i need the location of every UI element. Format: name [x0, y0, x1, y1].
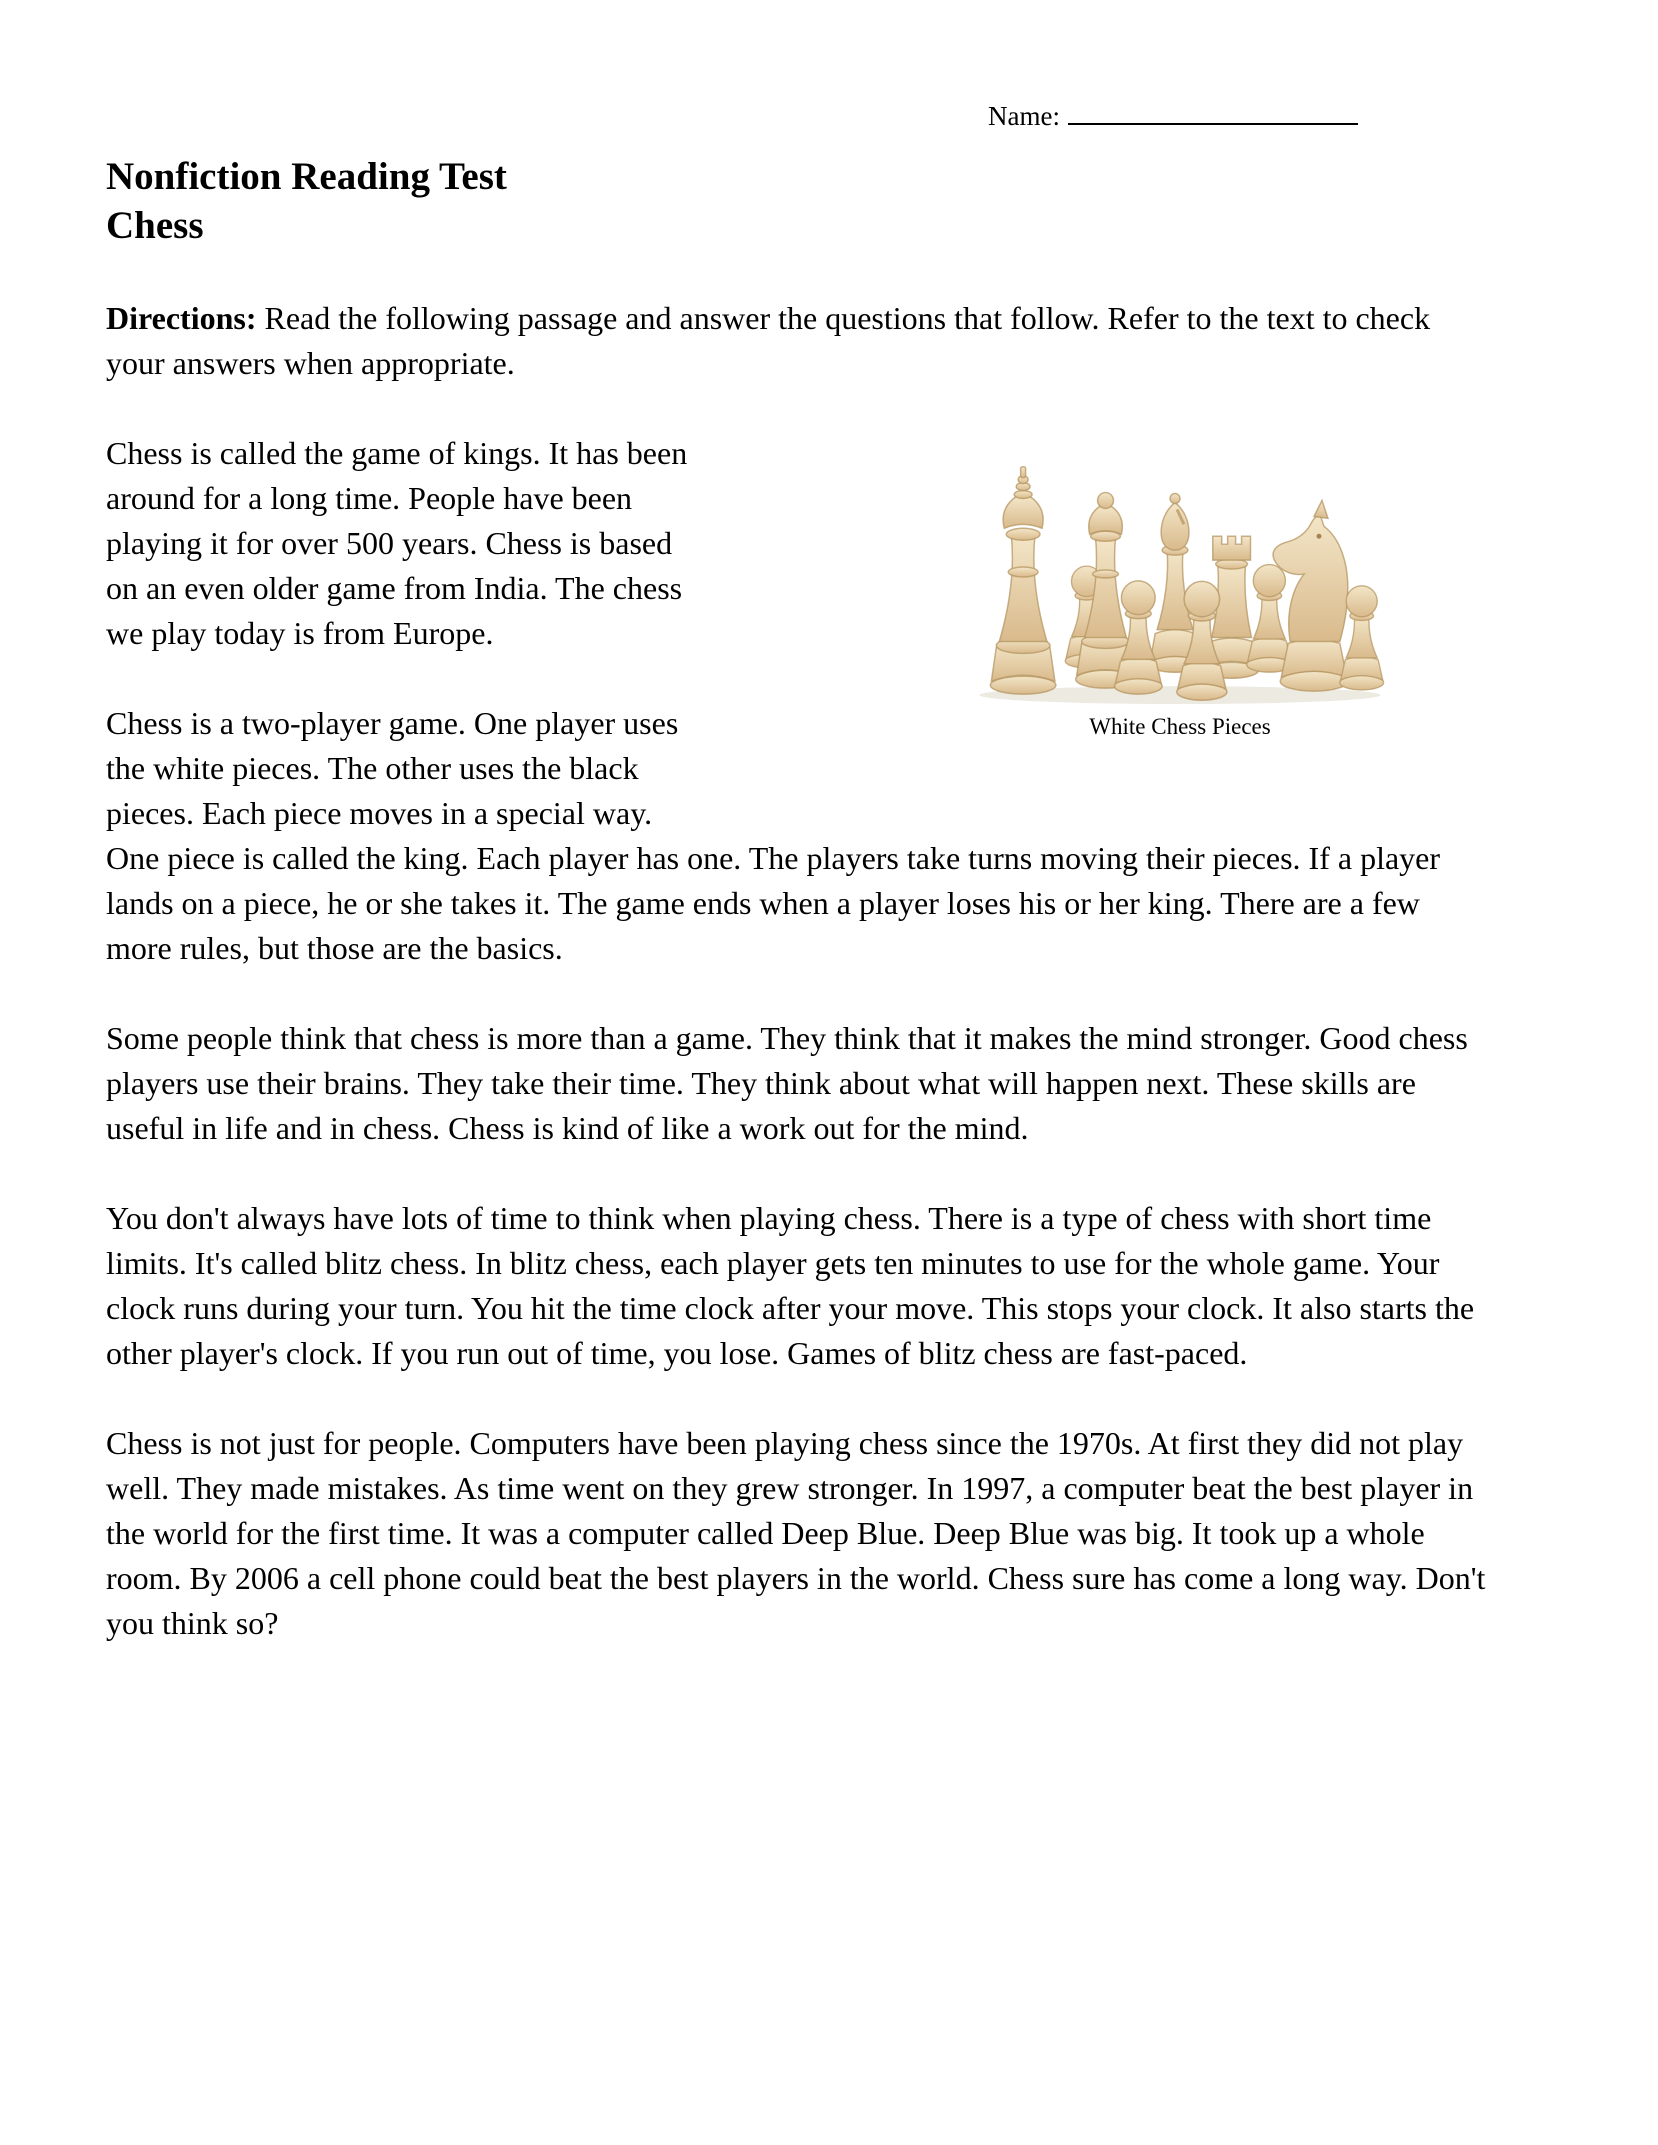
name-row — [106, 100, 1358, 132]
page-title — [106, 152, 1486, 250]
passage — [106, 431, 1486, 1646]
paragraph-3: Some people think that chess is more than a game. They think that it makes the mind stronger. Good chess players use their brains. They take their time. They think about what will happen next. These skills are useful in life and in chess. Chess is kind of like a work out for the mind. — [106, 1020, 1468, 1146]
paragraph-4: You don't always have lots of time to think when playing chess. There is a type of chess with short time limits. It's called blitz chess. In blitz chess, each player gets ten minutes to use for the whole game. Your clock runs during your turn. You hit the time clock after your move. This stops your clock. It also starts the other player's clock. If you run out of time, you lose. Games of blitz chess are fast-paced. — [106, 1200, 1475, 1371]
knight-piece — [1273, 501, 1348, 692]
title-line-1: Nonfiction Reading Test — [106, 155, 507, 198]
paragraph-1: Chess is called the game of kings. It has been around for a long time. People have been playing it for over 500 years. Chess is based on an even older game from India. The chess we play today is from Europe. — [106, 435, 688, 651]
white-chess-pieces-image — [970, 431, 1390, 709]
pawn-piece — [1340, 586, 1384, 690]
king-piece — [990, 467, 1056, 694]
directions-label: Directions: — [106, 300, 257, 336]
figure-caption: White Chess Pieces — [1089, 714, 1271, 739]
paragraph-5: Chess is not just for people. Computers have been playing chess since the 1970s. At first they did not play well. They made mistakes. As time went on they grew stronger. In 1997, a computer beat the best player in the world for the first time. It was a computer called Deep Blue. Deep Blue was big. It took up a whole room. By 2006 a cell phone could beat the best players in the world. Chess sure has come a long way. Don't you think so? — [106, 1425, 1486, 1641]
name-label: Name: — [988, 101, 1060, 131]
directions-text: Read the following passage and answer the questions that follow. Refer to the text to check your answers when appropriate. — [106, 300, 1431, 381]
name-blank-line — [1068, 119, 1358, 125]
chess-figure — [718, 431, 1486, 743]
directions — [106, 296, 1486, 386]
paragraph-2: Chess is a two-player game. One player uses the white pieces. The other uses the black pieces. Each piece moves in a special way. One piece is called the king. Each player has one. The players take turns moving their pieces. If a player lands on a piece, he or she takes it. The game ends when a player loses his or her king. There are a few more rules, but those are the basics. — [106, 705, 1441, 966]
title-line-2: Chess — [106, 204, 204, 247]
